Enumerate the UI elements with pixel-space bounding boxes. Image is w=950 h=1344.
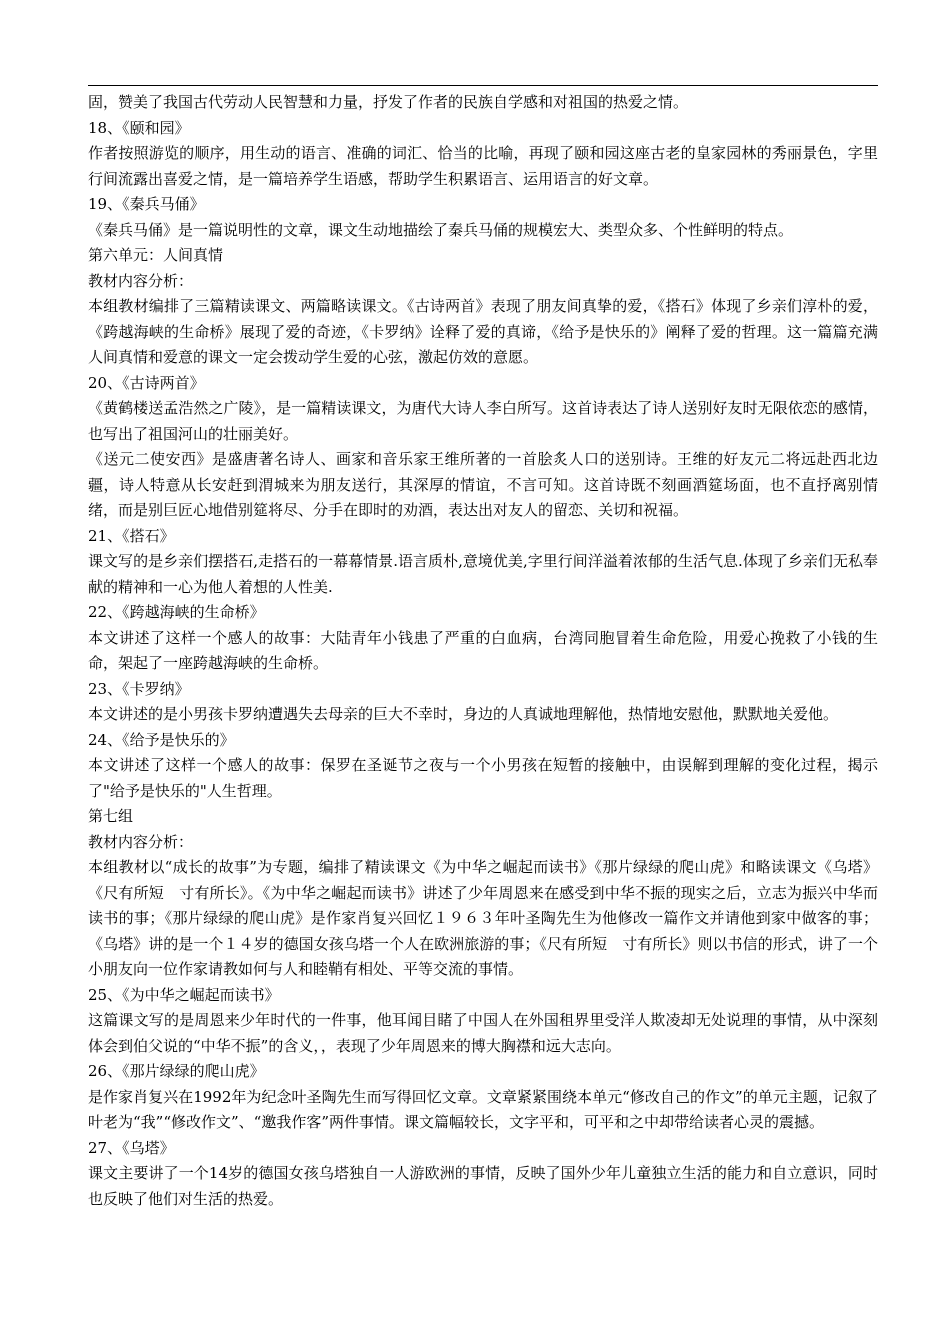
unit-heading: 第七组 xyxy=(88,807,134,825)
section-heading: 27、《乌塔》 xyxy=(88,1138,175,1157)
analysis-heading: 教材内容分析： xyxy=(88,271,194,290)
paragraph: 是作家肖复兴在1992年为纪念叶圣陶先生而写得回忆文章。文章紧紧围绕本单元“修改自己的作文”的单元主题，记叙了叶老为“我”“修改作文”、“邀我作客”两件事情。课文篇幅较长，文字平和，可平和之中却带给读者心灵的震撼。 xyxy=(88,1087,878,1131)
paragraph: 《黄鹤楼送孟浩然之广陵》，是一篇精读课文，为唐代大诗人李白所写。这首诗表达了诗人送别好友时无限依恋的感情，也写出了祖国河山的壮丽美好。 xyxy=(88,399,878,443)
header-rule xyxy=(88,85,878,86)
paragraph: 《送元二使安西》是盛唐著名诗人、画家和音乐家王维所著的一首脍炙人口的送别诗。王维的好友元二将远赴西北边疆，诗人特意从长安赶到渭城来为朋友送行，其深厚的情谊，不言可知。这首诗既不刻画酒筵场面，也不直抒离别情绪，而是别巨匠心地借别筵将尽、分手在即时的劝酒，表达出对友人的留恋、关切和祝福。 xyxy=(88,450,878,519)
analysis-heading: 教材内容分析： xyxy=(88,832,194,851)
paragraph: 作者按照游览的顺序，用生动的语言、准确的词汇、恰当的比喻，再现了颐和园这座古老的皇家园林的秀丽景色，字里行间流露出喜爱之情，是一篇培养学生语感，帮助学生积累语言、运用语言的好文章。 xyxy=(88,144,878,188)
section-heading: 24、《给予是快乐的》 xyxy=(88,730,235,749)
section-heading: 20、《古诗两首》 xyxy=(88,373,205,392)
paragraph: 本文讲述了这样一个感人的故事：大陆青年小钱患了严重的白血病，台湾同胞冒着生命危险，用爱心挽救了小钱的生命，架起了一座跨越海峡的生命桥。 xyxy=(88,628,878,672)
paragraph: 本文讲述的是小男孩卡罗纳遭遇失去母亲的巨大不幸时，身边的人真诚地理解他，热情地安慰他，默默地关爱他。 xyxy=(88,705,839,723)
paragraph: 课文主要讲了一个14岁的德国女孩乌塔独自一人游欧洲的事情，反映了国外少年儿童独立生活的能力和自立意识，同时也反映了他们对生活的热爱。 xyxy=(88,1164,878,1208)
paragraph: 本组教材以“成长的故事”为专题，编排了精读课文《为中华之崛起而读书》《那片绿绿的爬山虎》和略读课文《乌塔》《尺有所短 寸有所长》。《为中华之崛起而读书》讲述了少年周恩来在感受到中华不振的现实之后，立志为振兴中华而读书的事；《那片绿绿的爬山虎》是作家肖复兴回忆１９６３年叶圣陶先生为他修改一篇作文并请他到家中做客的事；《乌塔》讲的是一个１４岁的德国女孩乌塔一个人在欧洲旅游的事；《尺有所短 寸有所长》则以书信的形式，讲了一个小朋友向一位作家请教如何与人和睦鞘有相处、平等交流的事情。 xyxy=(88,858,878,978)
document-body xyxy=(88,90,878,1212)
section-heading: 22、《跨越海峡的生命桥》 xyxy=(88,603,265,621)
section-heading: 23、《卡罗纳》 xyxy=(88,679,190,698)
section-heading: 19、《秦兵马俑》 xyxy=(88,195,205,213)
section-heading: 18、《颐和园》 xyxy=(88,118,190,137)
paragraph: 课文写的是乡亲们摆搭石,走搭石的一幕幕情景.语言质朴,意境优美,字里行间洋溢着浓郁的生活气息.体现了乡亲们无私奉献的精神和一心为他人着想的人性美. xyxy=(88,552,878,596)
section-heading: 26、《那片绿绿的爬山虎》 xyxy=(88,1062,265,1080)
section-heading: 25、《为中华之崛起而读书》 xyxy=(88,985,280,1004)
paragraph: 固，赞美了我国古代劳动人民智慧和力量，抒发了作者的民族自学感和对祖国的热爱之情。 xyxy=(88,93,689,111)
paragraph: 《秦兵马俑》是一篇说明性的文章，课文生动地描绘了秦兵马俑的规模宏大、类型众多、个性鲜明的特点。 xyxy=(88,220,794,239)
paragraph: 本组教材编排了三篇精读课文、两篇略读课文。《古诗两首》表现了朋友间真挚的爱，《搭石》体现了乡亲们淳朴的爱，《跨越海峡的生命桥》展现了爱的奇迹，《卡罗纳》诠释了爱的真谛，《给予是快乐的》阐释了爱的哲理。这一篇篇充满人间真情和爱意的课文一定会拨动学生爱的心弦，激起仿效的意愿。 xyxy=(88,297,878,366)
paragraph: 这篇课文写的是周恩来少年时代的一件事，他耳闻目睹了中国人在外国租界里受洋人欺凌却无处说理的事情，从中深刻体会到伯父说的“中华不振”的含义，，表现了少年周恩来的博大胸襟和远大志向。 xyxy=(88,1011,878,1055)
unit-heading: 第六单元：人间真情 xyxy=(88,246,224,264)
section-heading: 21、《搭石》 xyxy=(88,526,175,545)
paragraph: 本文讲述了这样一个感人的故事：保罗在圣诞节之夜与一个小男孩在短暂的接触中，由误解到理解的变化过程，揭示了"给予是快乐的"人生哲理。 xyxy=(88,756,878,800)
